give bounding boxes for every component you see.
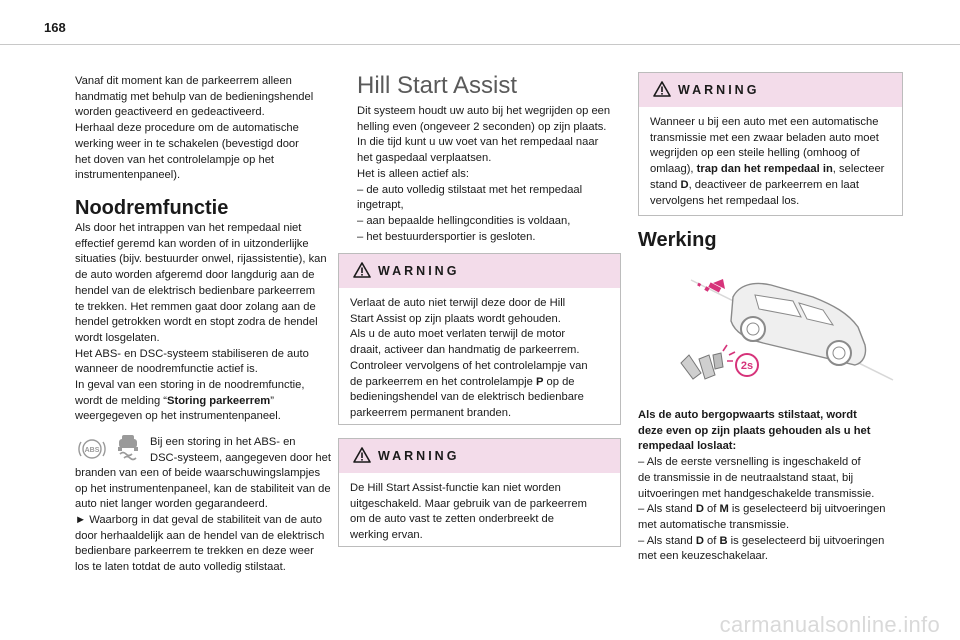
text-line: – Als de eerste versnelling is ingeschakeld of [638,456,861,469]
text-line: In geval van een storing in de noodremfunctie, [75,379,305,392]
text-line: transmissie met een zwaar beladen auto moet [650,131,879,144]
text-line: Het ABS- en DSC-systeem stabiliseren de auto [75,347,309,360]
text-line: omlaag), trap dan het rempedaal in, selecteer [650,163,885,176]
text-line: hendel van de elektrisch bedienbare parkeerrem [75,284,316,297]
text-line: In die tijd kunt u uw voet van het rempedaal naar [357,136,599,149]
warning-body [339,288,620,428]
text-line: los te laten totdat de auto volledig stilstaat. [75,561,286,574]
text-line: deze even op zijn plaats gehouden als u het [638,424,871,437]
intro-paragraph [75,74,345,184]
page-number: 168 [44,20,66,35]
warning-box-automatic-transmission [638,72,903,216]
warning-title: WARNING [678,83,760,97]
car-icon [731,284,866,366]
warning-box-hill-start-leave [338,253,621,425]
text-line: Start Assist op zijn plaats wordt gehouden. [350,312,561,325]
text-line: met automatische transmissie. [638,518,790,531]
text-line: Dit systeem houdt uw auto bij het wegrijden op een [357,105,611,117]
text-line: Als door het intrappen van het rempedaal niet [75,222,302,234]
warning-body [639,107,902,215]
text-line: de auto worden afgeremd door langdurig aan de [75,269,315,282]
text-line: hendel getrokken wordt en stopt zodra de hendel [75,316,318,329]
text-line: bedienbare parkeerrem te trekken en deze weer [75,545,314,558]
timer-2s-icon [736,354,758,376]
warning-triangle-icon [353,262,371,278]
text-line: parkeerrem permanent branden. [350,406,512,419]
warning-box-hill-start-disable [338,438,621,547]
warning-triangle-icon [353,447,371,463]
text-line: wordt de melding “Storing parkeerrem” [75,394,274,407]
watermark: carmanualsonline.info [719,612,940,637]
warning-body [339,473,620,550]
text-line: werking ervan. [350,529,423,542]
text-line: effectief geremd kan worden of in uitzonderlijke [75,237,309,250]
bullet-arrow-icon: ► [75,514,87,526]
message-storing-parkeerrem: Storing parkeerrem [167,394,271,407]
text-line: te trekken. Het remmen gaat door zolang aan de [75,300,316,313]
svg-text:ABS: ABS [84,447,100,454]
dsc-skid-icon [114,433,142,463]
section-heading-hill-start-assist: Hill Start Assist [357,72,518,99]
pedal-icon [681,345,735,379]
text-line: Controleer vervolgens of het controlelampje van [350,359,588,372]
text-line: De Hill Start Assist-functie kan niet worden [350,482,561,494]
text-line: uitgeschakeld. Maar gebruik van de parkeerrem [350,497,587,510]
section-heading-noodremfunctie: Noodremfunctie [75,197,229,219]
text-line: auto niet langer worden gegarandeerd. [75,498,268,511]
text-line: de transmissie in de neutraalstand staat, bij [638,471,854,484]
text-line: Het is alleen actief als: [357,167,469,180]
text-line: worden geactiveerd en gedeactiveerd. [75,106,265,119]
text-line: Als u de auto moet verlaten terwijl de motor [350,328,566,341]
text-line: – Als stand D of M is geselecteerd bij uitvoeringen [638,503,886,516]
text-line: weergegeven op het instrumentenpaneel. [75,410,281,423]
text-line: stand D, deactiveer de parkeerrem en laat [650,178,859,191]
text-line: om de auto vast te zetten onderbreekt de [350,513,554,526]
text-line: Wanneer u bij een auto met een automatische [650,116,879,128]
text-line: met een keuzeschakelaar. [638,550,768,563]
text-line: – aan bepaalde hellingcondities is voldaan, [357,214,571,227]
text-line: rempedaal loslaat: [638,440,737,453]
warning-title: WARNING [378,449,460,463]
werking-body [638,408,908,565]
hill-start-body [357,104,627,245]
icon-text [150,435,350,466]
text-line: – het bestuurdersportier is gesloten. [357,230,536,243]
text-line: bedieningshendel van de elektrisch bedienbare [350,391,584,404]
warning-triangle-icon [653,81,671,97]
text-line: de parkeerrem en het controlelampje P op de [350,375,575,388]
text-line: Vanaf dit moment kan de parkeerrem alleen [75,75,292,87]
text-line: Herhaal deze procedure om de automatische [75,122,299,135]
text-line: branden van een of beide waarschuwingslampjes [75,467,321,479]
text-line: ingetrapt, [357,199,404,212]
text-line: uitvoeringen met handgeschakelde transmissie. [638,487,875,500]
abs-warning-icon [77,436,107,462]
text-line: het doven van het controlelampje op het [75,153,275,166]
text-line: draait, activeer dan handmatig de parkeerrem. [350,344,580,357]
text-line: helling even (ongeveer 2 seconden) op zijn plaats. [357,120,607,133]
text-line: DSC-systeem, aangegeven door het [150,451,331,464]
warning-header [339,439,620,473]
text-line: Als de auto bergopwaarts stilstaat, wordt [638,409,857,421]
text-line: situaties (bijv. bestuurder onwel, rijassistentie), kan [75,253,327,266]
text-line: ► Waarborg in dat geval de stabiliteit van de auto [75,514,322,526]
text-line: vervolgens het rempedaal los. [650,194,800,207]
text-line: het gaspedaal verplaatsen. [357,152,492,165]
text-line: door herhaaldelijk aan de hendel van de elektrisch [75,529,325,542]
hill-start-illustration [643,255,898,400]
text-line: instrumentenpaneel). [75,169,181,182]
text-line: – Als stand D of B is geselecteerd bij uitvoeringen [638,534,885,547]
text-line: Verlaat de auto niet terwijl deze door de Hill [350,297,566,309]
svg-text:2s: 2s [740,360,754,372]
text-line: werking weer in te schakelen (bevestigd door [75,137,299,150]
top-divider [0,44,960,45]
warning-title: WARNING [378,264,460,278]
text-line: op het instrumentenpaneel, kan de stabiliteit van de [75,482,331,495]
warning-header [639,73,902,107]
section-heading-werking: Werking [638,229,717,251]
warning-header [339,254,620,288]
after-icon-text [75,466,350,513]
noodrem-body [75,221,350,425]
text-line: wanneer de noodremfunctie actief is. [75,363,258,376]
text-line: handmatig met behulp van de bedieningshendel [75,90,314,103]
text-line: – de auto volledig stilstaat met het rempedaal [357,183,583,196]
text-line: Bij een storing in het ABS- en [150,436,296,448]
bullet-stabiliteit [75,513,350,576]
text-line: wegrijden op een steile helling (omhoog of [650,147,860,160]
text-line: wordt losgelaten. [75,331,160,344]
